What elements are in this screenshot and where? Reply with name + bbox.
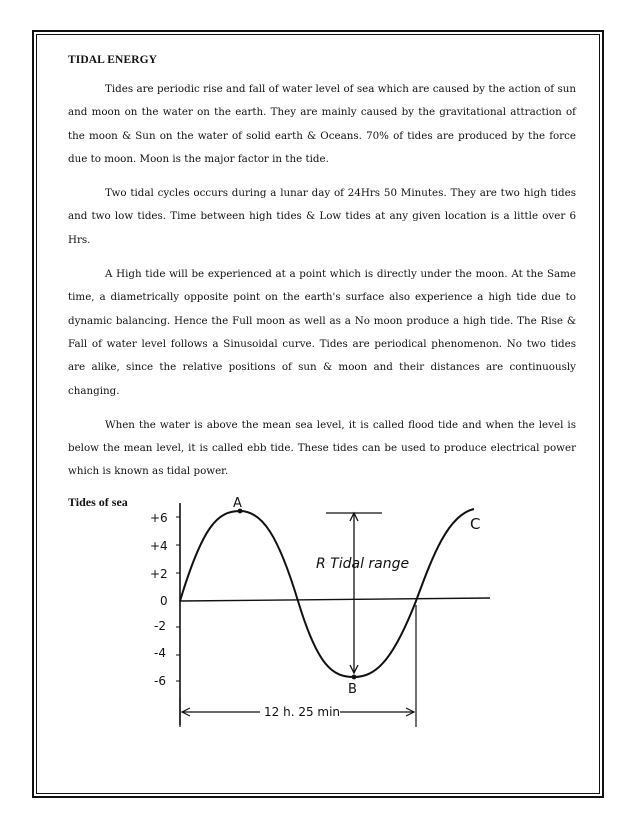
figure-subheading: Tides of sea	[68, 494, 128, 509]
point-b-label: B	[348, 682, 357, 697]
y-tick-label: +2	[150, 567, 168, 581]
tide-diagram	[148, 495, 494, 735]
y-tick-label: -4	[154, 646, 166, 660]
document-body	[68, 54, 576, 510]
section-heading: TIDAL ENERGY	[68, 54, 158, 66]
paragraph-2: Two tidal cycles occurs during a lunar day of 24Hrs 50 Minutes. They are two high tides and two low tides. Time between high tides & Low tides at any given location is a little over 6 Hrs.	[68, 187, 576, 246]
point-a-label: A	[233, 496, 242, 511]
tidal-range-label: R Tidal range	[316, 556, 410, 572]
y-tick-label: -2	[154, 619, 166, 633]
low-tide-point-b	[352, 675, 357, 680]
point-c-label: C	[470, 515, 481, 533]
y-tick-label: +4	[150, 539, 168, 553]
period-label: 12 h. 25 min	[264, 705, 341, 719]
y-tick-label: 0	[160, 594, 168, 608]
paragraph-1: Tides are periodic rise and fall of water level of sea which are caused by the action of sun and moon on the water on the earth. They are mainly caused by the gravitational attraction of the moon & Sun on the water of solid earth & Oceans. 70% of tides are produced by the force due to moon. Moon is the major factor in the tide.	[68, 83, 576, 165]
mean-sea-level-line	[180, 598, 490, 601]
paragraph-3: A High tide will be experienced at a point which is directly under the moon. At the Same time, a diametrically opposite point on the earth's surface also experience a high tide due to dynamic balancing. Hence the Full moon as well as a No moon produce a high tide. The Rise & Fall of water level follows a Sinusoidal curve. Tides are periodical phenomenon. No two tides are alike, since the relative positions of sun & moon and their distances are continuously changing.	[68, 268, 576, 397]
tide-diagram-svg	[148, 495, 494, 735]
tide-curve	[180, 509, 474, 677]
paragraph-4: When the water is above the mean sea level, it is called flood tide and when the level is below the mean level, it is called ebb tide. These tides can be used to produce electrical power which is known as tidal power.	[68, 418, 576, 478]
y-tick-label: -6	[154, 674, 166, 688]
y-tick-label: +6	[150, 511, 168, 525]
